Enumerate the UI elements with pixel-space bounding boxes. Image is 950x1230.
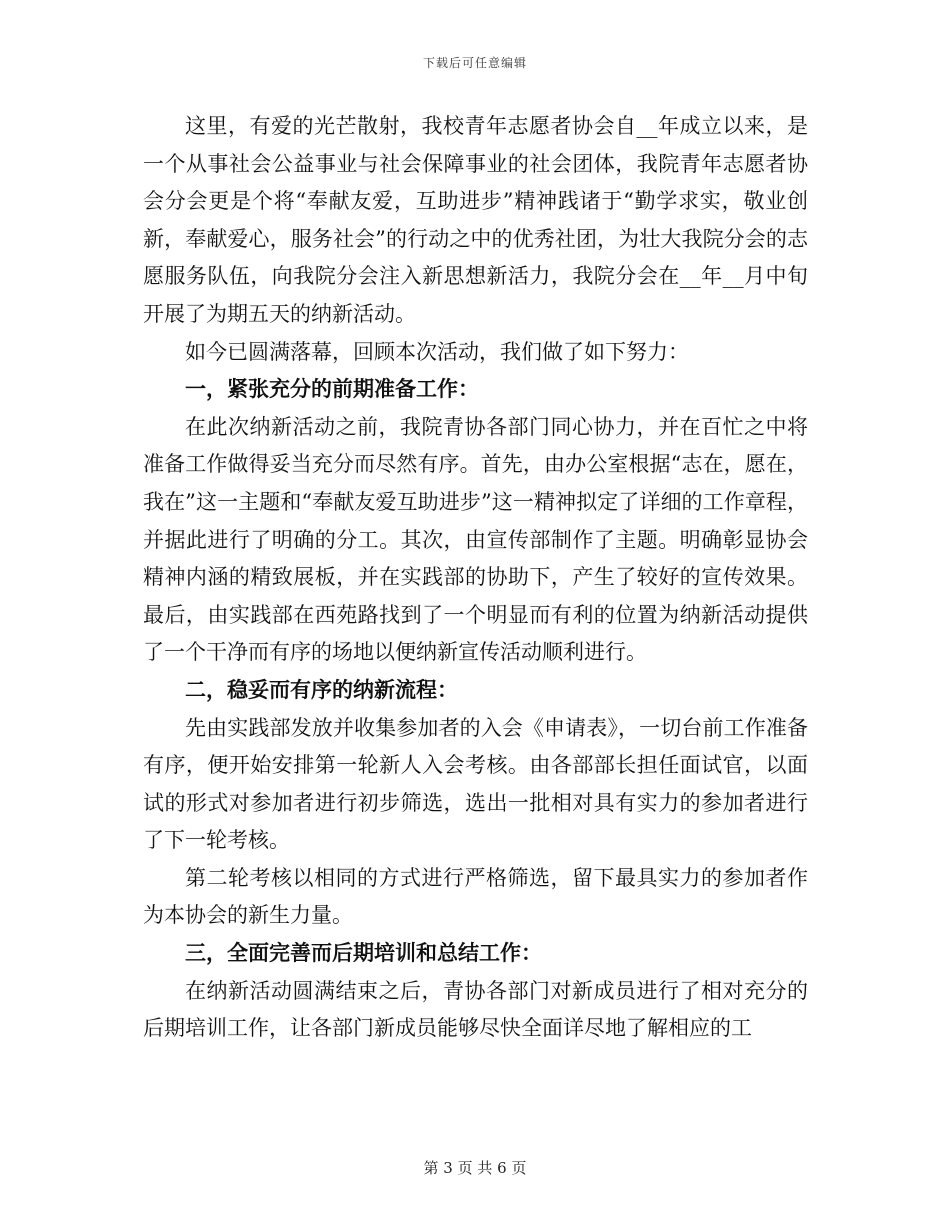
section-heading-3: 三，全面完善而后期培训和总结工作： [185,941,542,966]
page-number-footer: 第 3 页 共 6 页 [423,1159,527,1177]
header-note: 下载后可任意编辑 [422,56,527,70]
paragraph-process-round2: 第二轮考核以相同的方式进行严格筛选，留下最具实力的参加者作为本协会的新生力量。 [143,865,808,928]
paragraph-process-round1: 先由实践部发放并收集参加者的入会《申请表》，一切台前工作准备有序，便开始安排第一轮新人入会考核。由各部部长担任面试官，以面试的形式对参加者进行初步筛选，选出一批相对具有实力的参加者进行了下一轮考核。 [143,715,808,853]
paragraph-intro: 这里，有爱的光芒散射，我校青年志愿者协会自__年成立以来，是一个从事社会公益事业与社会保障事业的社会团体，我院青年志愿者协会分会更是个将“奉献友爱，互助进步”精神践诸于“勤学求实，敬业创新，奉献爱心，服务社会”的行动之中的优秀社团，为壮大我院分会的志愿服务队伍，向我院分会注入新思想新活力，我院分会在__年__月中旬开展了为期五天的纳新活动。 [143,114,808,326]
section-heading-2: 二，稳妥而有序的纳新流程： [185,677,458,702]
paragraph-preparation: 在此次纳新活动之前，我院青协各部门同心协力，并在百忙之中将准备工作做得妥当充分而尽然有序。首先，由办公室根据“志在，愿在，我在”这一主题和“奉献友爱互助进步”这一精神拟定了详细的工作章程，并据此进行了明确的分工。其次，由宣传部制作了主题。明确彰显协会精神内涵的精致展板，并在实践部的协助下，产生了较好的宣传效果。最后，由实践部在西苑路找到了一个明显而有利的位置为纳新活动提供了一个干净而有序的场地以便纳新宣传活动顺利进行。 [143,414,808,665]
paragraph-training: 在纳新活动圆满结束之后，青协各部门对新成员进行了相对充分的后期培训工作，让各部门新成员能够尽快全面详尽地了解相应的工 [143,978,808,1041]
paragraph-review: 如今已圆满落幕，回顾本次活动，我们做了如下努力： [185,339,689,364]
section-heading-1: 一，紧张充分的前期准备工作： [185,377,479,402]
document-body [143,108,808,1048]
